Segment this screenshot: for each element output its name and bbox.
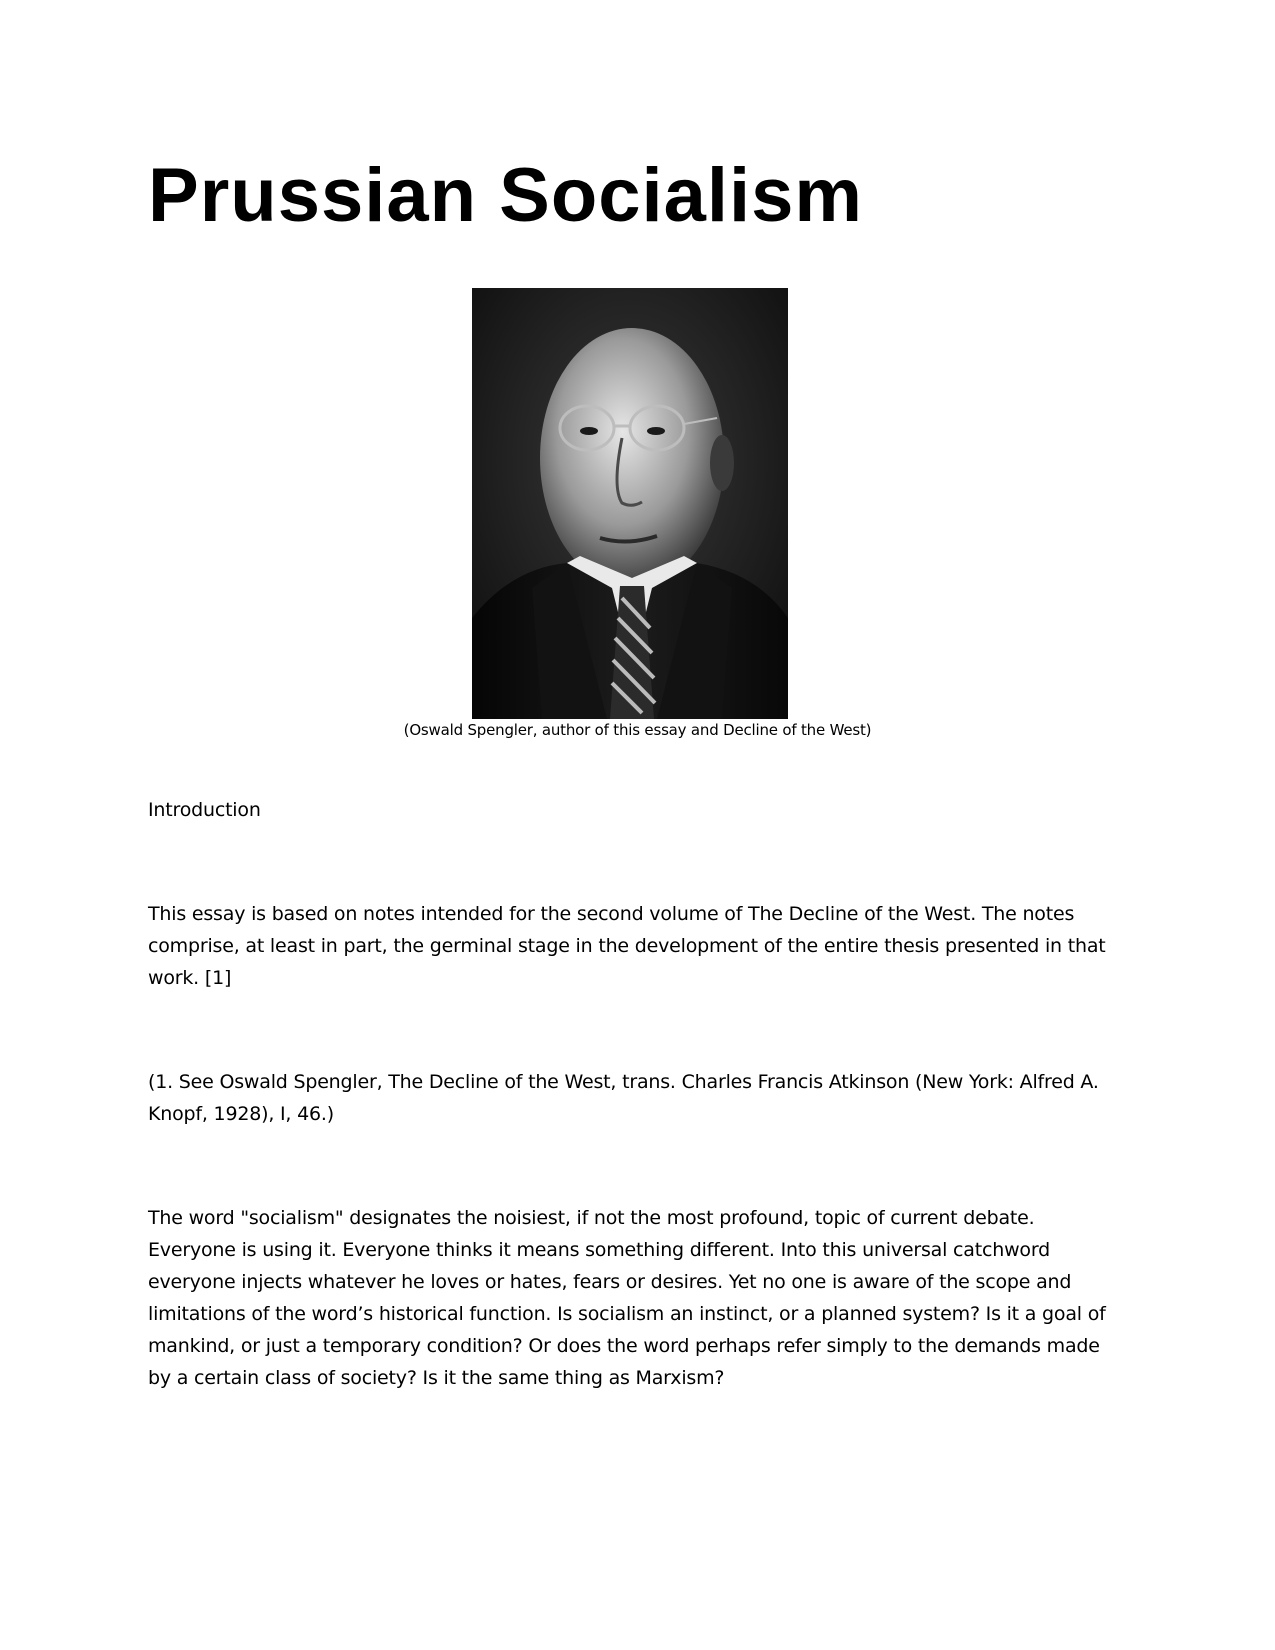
photo-caption: (Oswald Spengler, author of this essay and Decline of the West) bbox=[403, 721, 872, 739]
footnote-citation: (1. See Oswald Spengler, The Decline of the West, trans. Charles Francis Atkinson (New York: Alfred A. Knopf, 1928), I, 46.) bbox=[148, 1071, 1099, 1125]
author-portrait-photo bbox=[472, 288, 788, 719]
paragraph-socialism-definition: The word "socialism" designates the noisiest, if not the most profound, topic of current debate. Everyone is using it. Everyone thinks it means something different. Into this universal catchword everyone injects whatever he loves or hates, fears or desires. Yet no one is aware of the scope and limitations of the word’s historical function. Is socialism an instinct, or a planned system? Is it a goal of mankind, or just a temporary condition? Or does the word perhaps refer simply to the demands made by a certain class of society? Is it the same thing as Marxism? bbox=[148, 1207, 1106, 1389]
portrait-illustration bbox=[472, 288, 788, 719]
section-heading-introduction: Introduction bbox=[148, 799, 261, 821]
document-title: Prussian Socialism bbox=[148, 153, 863, 238]
paragraph-essay-origin: This essay is based on notes intended for the second volume of The Decline of the West. The notes comprise, at least in part, the germinal stage in the development of the entire thesis presented in that work. [1] bbox=[148, 903, 1106, 989]
